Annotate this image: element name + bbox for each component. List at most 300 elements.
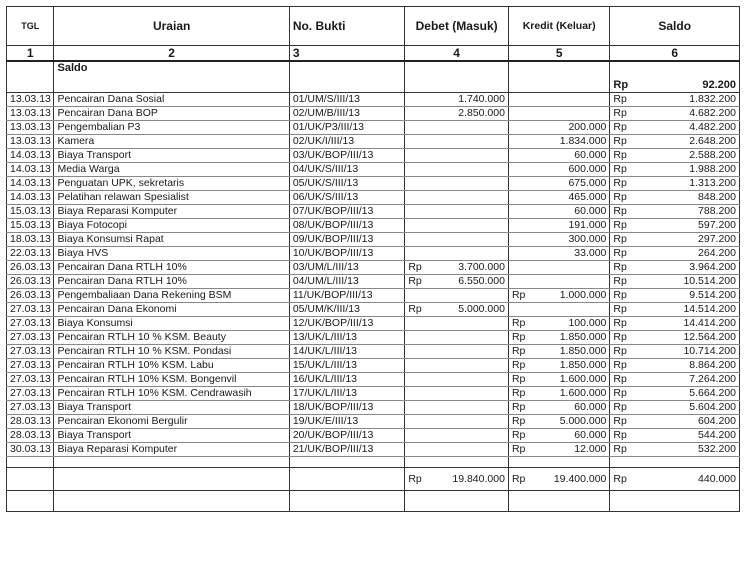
debet-value: 1.740.000	[458, 93, 505, 105]
saldo-value: 10.714.200	[683, 345, 736, 357]
cell-saldo	[610, 387, 740, 401]
cash-ledger	[6, 6, 740, 554]
cell-saldo	[610, 191, 740, 205]
table-row	[7, 163, 740, 177]
cell-debet	[405, 387, 509, 401]
table-row	[7, 429, 740, 443]
table-row	[7, 121, 740, 135]
cell-bukti: 05/UK/S/III/13	[289, 177, 405, 191]
saldo-value: 3.964.200	[689, 261, 736, 273]
cell-uraian: Pencairan RTLH 10% KSM. Labu	[54, 359, 289, 373]
cell-uraian: Biaya Konsumsi Rapat	[54, 233, 289, 247]
saldo-value: 4.682.200	[689, 107, 736, 119]
currency-label: Rp	[511, 359, 526, 371]
cell-saldo	[610, 359, 740, 373]
cell-tgl: 14.03.13	[7, 191, 54, 205]
cell-bukti: 05/UM/K/III/13	[289, 303, 405, 317]
saldo-value: 604.200	[698, 415, 736, 427]
cell-kredit	[508, 247, 609, 261]
cell-uraian: Pencairan Dana RTLH 10%	[54, 275, 289, 289]
total-saldo-cell	[610, 468, 740, 491]
currency-label: Rp	[408, 472, 422, 485]
saldo-value: 8.864.200	[689, 359, 736, 371]
cell-debet	[405, 247, 509, 261]
cell-tgl: 30.03.13	[7, 443, 54, 457]
table-row	[7, 317, 740, 331]
cell-uraian: Pencairan Dana RTLH 10%	[54, 261, 289, 275]
cell-uraian: Biaya Transport	[54, 149, 289, 163]
cell-debet	[405, 149, 509, 163]
cell-kredit	[508, 401, 609, 415]
cell-tgl: 14.03.13	[7, 177, 54, 191]
cell-saldo	[610, 261, 740, 275]
cell-saldo	[610, 303, 740, 317]
currency-label: Rp	[613, 121, 627, 133]
currency-label: Rp	[613, 387, 627, 399]
saldo-value: 788.200	[698, 205, 736, 217]
cell-tgl: 28.03.13	[7, 415, 54, 429]
cell-bukti: 01/UK/P3/III/13	[289, 121, 405, 135]
cell-tgl: 26.03.13	[7, 275, 54, 289]
currency-label: Rp	[613, 107, 627, 119]
cell-bukti: 16/UK/L/III/13	[289, 373, 405, 387]
cell-bukti: 01/UM/S/III/13	[289, 93, 405, 107]
currency-label: Rp	[613, 317, 627, 329]
cell-kredit	[508, 191, 609, 205]
kredit-value: 200.000	[568, 121, 607, 133]
cell-bukti: 09/UK/BOP/III/13	[289, 233, 405, 247]
cell-uraian: Pencairan RTLH 10 % KSM. Beauty	[54, 331, 289, 345]
cell-saldo	[610, 177, 740, 191]
cell-uraian: Biaya Reparasi Komputer	[54, 205, 289, 219]
cell-tgl: 28.03.13	[7, 429, 54, 443]
cell-debet	[405, 93, 509, 107]
total-kredit-cell	[508, 468, 609, 491]
currency-label: Rp	[408, 261, 422, 273]
totals-row	[7, 468, 740, 491]
cell-uraian: Pencairan Dana BOP	[54, 107, 289, 121]
cell-kredit	[508, 331, 609, 345]
cell-bukti: 06/UK/S/III/13	[289, 191, 405, 205]
cell-tgl: 13.03.13	[7, 107, 54, 121]
cell-tgl: 13.03.13	[7, 135, 54, 149]
cell-kredit	[508, 261, 609, 275]
cell-debet	[405, 205, 509, 219]
cell-saldo	[610, 415, 740, 429]
saldo-value: 1.832.200	[689, 93, 736, 105]
cell-bukti: 14/UK/L/III/13	[289, 345, 405, 359]
cell-uraian: Pencairan RTLH 10% KSM. Cendrawasih	[54, 387, 289, 401]
cell-saldo	[610, 401, 740, 415]
currency-label: Rp	[511, 289, 526, 301]
cell-bukti: 20/UK/BOP/III/13	[289, 429, 405, 443]
saldo-value: 9.514.200	[689, 289, 736, 301]
table-row	[7, 415, 740, 429]
cell-tgl: 27.03.13	[7, 317, 54, 331]
currency-label: Rp	[511, 317, 526, 329]
cell-kredit	[508, 359, 609, 373]
cell-debet	[405, 177, 509, 191]
cell-tgl: 18.03.13	[7, 233, 54, 247]
cell-uraian: Pengembaliaan Dana Rekening BSM	[54, 289, 289, 303]
saldo-value: 1.988.200	[689, 163, 736, 175]
cell-debet	[405, 443, 509, 457]
cell-debet	[405, 275, 509, 289]
cell-saldo	[610, 443, 740, 457]
currency-label: Rp	[511, 331, 526, 343]
cell-saldo	[610, 135, 740, 149]
currency-label: Rp	[613, 472, 627, 485]
cell-debet	[405, 107, 509, 121]
currency-label: Rp	[613, 429, 627, 441]
cell-bukti: 02/UM/B/III/13	[289, 107, 405, 121]
cell-uraian: Pelatihan relawan Spesialist	[54, 191, 289, 205]
table-row	[7, 345, 740, 359]
cell-uraian: Penguatan UPK, sekretaris	[54, 177, 289, 191]
saldo-value: 2.648.200	[689, 135, 736, 147]
cell-bukti: 11/UK/BOP/III/13	[289, 289, 405, 303]
kredit-value: 1.600.000	[559, 373, 607, 385]
cell-tgl: 27.03.13	[7, 401, 54, 415]
kredit-value: 1.834.000	[559, 135, 607, 147]
cell-bukti: 10/UK/BOP/III/13	[289, 247, 405, 261]
cell-debet	[405, 303, 509, 317]
saldo-value: 264.200	[698, 247, 736, 259]
kredit-value: 5.000.000	[559, 415, 607, 427]
currency-label: Rp	[511, 443, 526, 455]
table-row	[7, 191, 740, 205]
cell-uraian: Biaya Reparasi Komputer	[54, 443, 289, 457]
cell-debet	[405, 289, 509, 303]
currency-label: Rp	[613, 233, 627, 245]
cell-uraian: Biaya Transport	[54, 401, 289, 415]
debet-value: 6.550.000	[458, 275, 505, 287]
table-row	[7, 219, 740, 233]
kredit-value: 1.600.000	[559, 387, 607, 399]
cell-kredit	[508, 429, 609, 443]
cell-saldo	[610, 429, 740, 443]
cell-bukti: 04/UM/L/III/13	[289, 275, 405, 289]
currency-label: Rp	[613, 345, 627, 357]
currency-label: Rp	[613, 149, 627, 161]
cell-uraian: Biaya HVS	[54, 247, 289, 261]
total-debet: 19.840.000	[452, 472, 505, 485]
cell-bukti: 15/UK/L/III/13	[289, 359, 405, 373]
currency-label: Rp	[613, 443, 627, 455]
kredit-value: 33.000	[574, 247, 607, 259]
currency-label: Rp	[613, 191, 627, 203]
cell-kredit	[508, 149, 609, 163]
currency-label: Rp	[511, 345, 526, 357]
cell-tgl: 13.03.13	[7, 93, 54, 107]
cell-saldo	[610, 219, 740, 233]
currency-label: Rp	[613, 135, 627, 147]
currency-label: Rp	[613, 177, 627, 189]
table-row	[7, 359, 740, 373]
cell-kredit	[508, 205, 609, 219]
kredit-value: 1.850.000	[559, 331, 607, 343]
cell-kredit	[508, 233, 609, 247]
saldo-value: 848.200	[698, 191, 736, 203]
cell-saldo	[610, 275, 740, 289]
cell-saldo	[610, 317, 740, 331]
cell-debet	[405, 191, 509, 205]
table-row	[7, 303, 740, 317]
cell-debet	[405, 331, 509, 345]
cell-bukti: 02/UK/I/III/13	[289, 135, 405, 149]
kredit-value: 675.000	[568, 177, 607, 189]
cell-bukti: 19/UK/E/III/13	[289, 415, 405, 429]
saldo-value: 7.264.200	[689, 373, 736, 385]
cell-kredit	[508, 317, 609, 331]
cell-kredit	[508, 373, 609, 387]
cell-kredit	[508, 163, 609, 177]
cell-bukti: 18/UK/BOP/III/13	[289, 401, 405, 415]
cell-debet	[405, 163, 509, 177]
cell-kredit	[508, 345, 609, 359]
cell-debet	[405, 261, 509, 275]
cell-bukti: 03/UM/L/III/13	[289, 261, 405, 275]
currency-label: Rp	[613, 163, 627, 175]
cell-debet	[405, 219, 509, 233]
cell-kredit	[508, 135, 609, 149]
cell-saldo	[610, 163, 740, 177]
cell-bukti: 13/UK/L/III/13	[289, 331, 405, 345]
saldo-value: 544.200	[698, 429, 736, 441]
cell-tgl: 14.03.13	[7, 163, 54, 177]
currency-label: Rp	[613, 331, 627, 343]
kredit-value: 191.000	[568, 219, 607, 231]
table-row	[7, 331, 740, 345]
kredit-value: 300.000	[568, 233, 607, 245]
cell-bukti: 12/UK/BOP/III/13	[289, 317, 405, 331]
column-number-row	[7, 46, 740, 62]
saldo-value: 14.414.200	[683, 317, 736, 329]
header-debet: Debet (Masuk)	[405, 7, 509, 46]
currency-label: Rp	[613, 205, 627, 217]
cell-kredit	[508, 93, 609, 107]
debet-value: 5.000.000	[458, 303, 505, 315]
header-row	[7, 7, 740, 46]
cell-bukti: 07/UK/BOP/III/13	[289, 205, 405, 219]
cell-debet	[405, 373, 509, 387]
cell-uraian: Kamera	[54, 135, 289, 149]
cell-tgl: 15.03.13	[7, 205, 54, 219]
kredit-value: 60.000	[574, 149, 607, 161]
table-row	[7, 401, 740, 415]
currency-label: Rp	[613, 219, 627, 231]
cell-saldo	[610, 149, 740, 163]
table-row	[7, 247, 740, 261]
saldo-value: 1.313.200	[689, 177, 736, 189]
header-uraian: Uraian	[54, 7, 289, 46]
currency-label: Rp	[511, 401, 526, 413]
currency-label: Rp	[613, 373, 627, 385]
table-row	[7, 387, 740, 401]
cell-tgl: 27.03.13	[7, 345, 54, 359]
column-number: 3	[289, 46, 405, 62]
currency-label: Rp	[613, 359, 627, 371]
table-row	[7, 233, 740, 247]
saldo-value: 532.200	[698, 443, 736, 455]
currency-label: Rp	[613, 401, 627, 413]
saldo-value: 597.200	[698, 219, 736, 231]
cell-debet	[405, 317, 509, 331]
cell-debet	[405, 401, 509, 415]
total-kredit: 19.400.000	[553, 472, 607, 485]
cell-uraian: Media Warga	[54, 163, 289, 177]
opening-balance-row	[7, 61, 740, 93]
table-row	[7, 107, 740, 121]
cell-kredit	[508, 275, 609, 289]
cell-uraian: Biaya Fotocopi	[54, 219, 289, 233]
cell-uraian: Pencairan Dana Ekonomi	[54, 303, 289, 317]
cell-debet	[405, 233, 509, 247]
cell-saldo	[610, 331, 740, 345]
saldo-value: 5.664.200	[689, 387, 736, 399]
cell-bukti: 21/UK/BOP/III/13	[289, 443, 405, 457]
cell-kredit	[508, 177, 609, 191]
cell-bukti: 17/UK/L/III/13	[289, 387, 405, 401]
cell-uraian: Pencairan RTLH 10 % KSM. Pondasi	[54, 345, 289, 359]
cell-kredit	[508, 387, 609, 401]
cell-saldo	[610, 373, 740, 387]
table-row	[7, 135, 740, 149]
cell-saldo	[610, 93, 740, 107]
cell-kredit	[508, 121, 609, 135]
column-number: 1	[7, 46, 54, 62]
cell-bukti: 04/UK/S/III/13	[289, 163, 405, 177]
cell-tgl: 27.03.13	[7, 359, 54, 373]
table-row	[7, 443, 740, 457]
cell-saldo	[610, 345, 740, 359]
cell-tgl: 26.03.13	[7, 261, 54, 275]
kredit-value: 465.000	[568, 191, 607, 203]
cell-tgl: 27.03.13	[7, 331, 54, 345]
cell-saldo	[610, 247, 740, 261]
cell-uraian: Biaya Konsumsi	[54, 317, 289, 331]
currency-label: Rp	[613, 303, 627, 315]
table-row	[7, 205, 740, 219]
table-row	[7, 373, 740, 387]
column-number: 6	[610, 46, 740, 62]
table-row	[7, 149, 740, 163]
cell-debet	[405, 345, 509, 359]
cell-kredit	[508, 415, 609, 429]
cell-debet	[405, 429, 509, 443]
total-saldo: 440.000	[698, 472, 736, 485]
saldo-value: 5.604.200	[689, 401, 736, 413]
cell-kredit	[508, 219, 609, 233]
header-no-bukti: No. Bukti	[289, 7, 405, 46]
opening-balance-label: Saldo	[54, 61, 289, 93]
saldo-value: 14.514.200	[683, 303, 736, 315]
currency-label: Rp	[613, 415, 627, 427]
total-debet-cell	[405, 468, 509, 491]
currency-label: Rp	[511, 429, 526, 441]
debet-value: 3.700.000	[458, 261, 505, 273]
cell-tgl: 13.03.13	[7, 121, 54, 135]
currency-label: Rp	[613, 261, 627, 273]
cell-tgl: 27.03.13	[7, 303, 54, 317]
currency-label: Rp	[511, 472, 526, 485]
kredit-value: 60.000	[574, 401, 607, 413]
debet-value: 2.850.000	[458, 107, 505, 119]
currency-label: Rp	[511, 415, 526, 427]
cell-kredit	[508, 443, 609, 457]
cell-uraian: Pencairan RTLH 10% KSM. Bongenvil	[54, 373, 289, 387]
table-row	[7, 261, 740, 275]
saldo-value: 4.482.200	[689, 121, 736, 133]
currency-label: Rp	[613, 289, 627, 301]
cell-debet	[405, 359, 509, 373]
cell-saldo	[610, 233, 740, 247]
header-saldo: Saldo	[610, 7, 740, 46]
cell-debet	[405, 415, 509, 429]
kredit-value: 1.850.000	[559, 359, 607, 371]
cell-tgl: 15.03.13	[7, 219, 54, 233]
kredit-value: 12.000	[574, 443, 607, 455]
kredit-value: 60.000	[574, 429, 607, 441]
cell-tgl: 26.03.13	[7, 289, 54, 303]
cell-tgl: 22.03.13	[7, 247, 54, 261]
cell-uraian: Pencairan Ekonomi Bergulir	[54, 415, 289, 429]
cell-debet	[405, 135, 509, 149]
cell-saldo	[610, 205, 740, 219]
column-number: 5	[508, 46, 609, 62]
cell-tgl: 27.03.13	[7, 387, 54, 401]
saldo-value: 2.588.200	[689, 149, 736, 161]
cell-tgl: 14.03.13	[7, 149, 54, 163]
cell-saldo	[610, 289, 740, 303]
spacer-row	[7, 457, 740, 468]
cell-kredit	[508, 107, 609, 121]
cell-uraian: Pencairan Dana Sosial	[54, 93, 289, 107]
column-number: 4	[405, 46, 509, 62]
cell-debet	[405, 121, 509, 135]
saldo-value: 12.564.200	[683, 331, 736, 343]
cell-uraian: Pengembalian P3	[54, 121, 289, 135]
column-number: 2	[54, 46, 289, 62]
cell-bukti: 03/UK/BOP/III/13	[289, 149, 405, 163]
cell-tgl: 27.03.13	[7, 373, 54, 387]
currency-label: Rp	[613, 275, 627, 287]
header-kredit: Kredit (Keluar)	[508, 7, 609, 46]
ledger-table	[6, 6, 740, 512]
kredit-value: 1.000.000	[559, 289, 607, 301]
currency-label: Rp	[511, 373, 526, 385]
opening-balance-value: 92.200	[702, 79, 736, 91]
opening-balance-cell	[610, 61, 740, 93]
cell-saldo	[610, 107, 740, 121]
cell-bukti: 08/UK/BOP/III/13	[289, 219, 405, 233]
currency-label: Rp	[613, 93, 627, 105]
saldo-value: 10.514.200	[683, 275, 736, 287]
header-tgl: TGL	[7, 7, 54, 46]
currency-label: Rp	[613, 79, 629, 91]
saldo-value: 297.200	[698, 233, 736, 245]
cell-saldo	[610, 121, 740, 135]
kredit-value: 1.850.000	[559, 345, 607, 357]
table-row	[7, 289, 740, 303]
kredit-value: 60.000	[574, 205, 607, 217]
cell-kredit	[508, 303, 609, 317]
cell-uraian: Biaya Transport	[54, 429, 289, 443]
currency-label: Rp	[408, 303, 422, 315]
table-row	[7, 275, 740, 289]
currency-label: Rp	[613, 247, 627, 259]
table-row	[7, 177, 740, 191]
